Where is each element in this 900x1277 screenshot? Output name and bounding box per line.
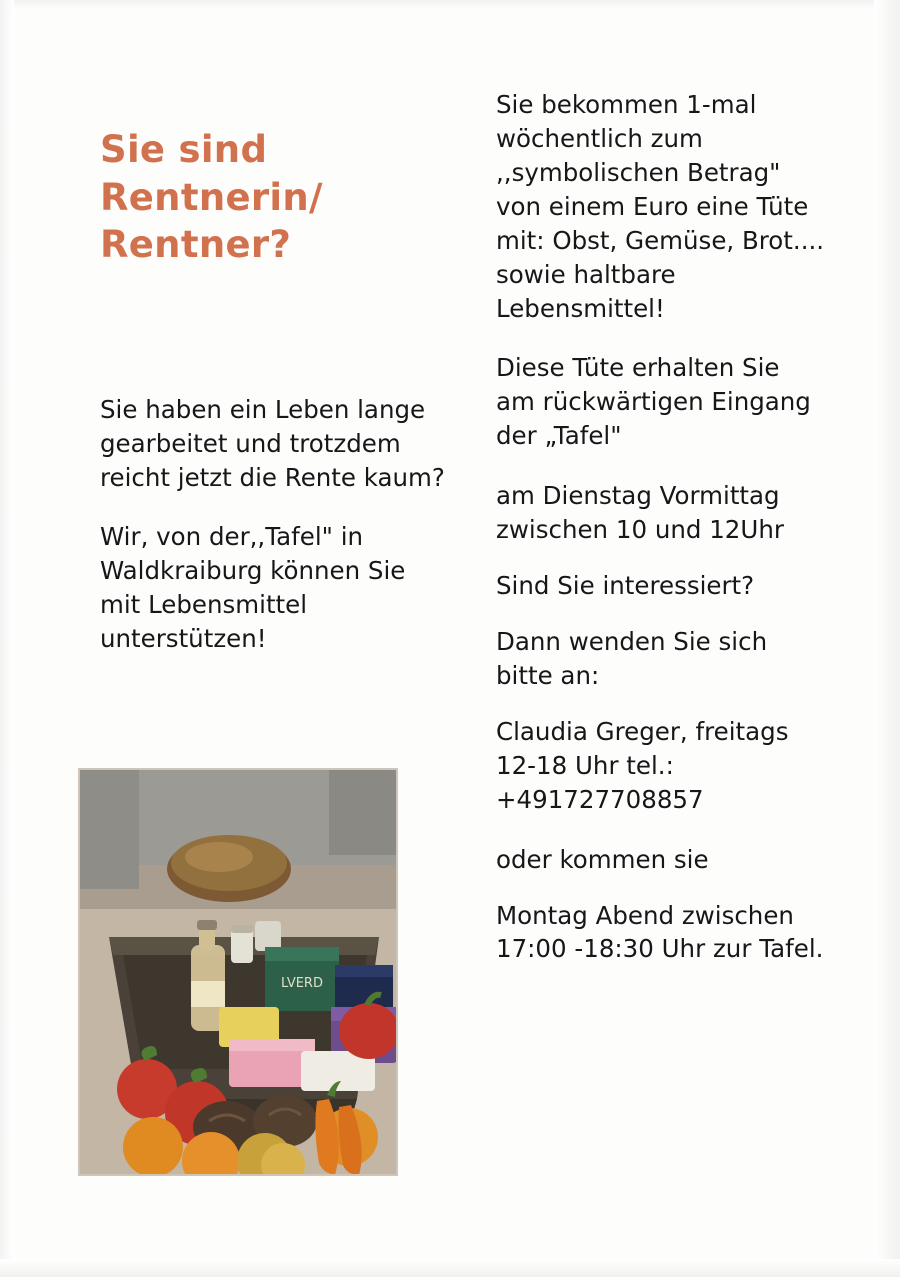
right-paragraph-1: Sie bekommen 1-mal wöchentlich zum ,,symbolischen Betrag" von einem Euro eine Tüte mit: Obst, Gemüse, Brot.... sowie haltbare Lebensmittel! xyxy=(496,90,825,323)
left-paragraph-2: Wir, von der,,Tafel" in Waldkraiburg können Sie mit Lebensmittel unterstützen! xyxy=(100,522,406,653)
right-paragraph-4: Sind Sie interessiert? xyxy=(496,571,755,601)
right-paragraph-3: am Dienstag Vormittag zwischen 10 und 12Uhr xyxy=(496,481,784,545)
left-paragraph-1: Sie haben ein Leben lange gearbeitet und trotzdem reicht jetzt die Rente kaum? xyxy=(100,395,445,492)
food-crate-photo xyxy=(78,768,398,1176)
left-body-text xyxy=(100,393,448,656)
scan-edge-right xyxy=(874,0,900,1277)
page-title xyxy=(100,126,440,269)
right-paragraph-7: oder kommen sie xyxy=(496,844,709,874)
scan-edge-left xyxy=(0,0,14,1277)
headline-line-2: Rentnerin/ xyxy=(100,175,323,219)
svg-text:LVERD: LVERD xyxy=(281,976,323,991)
scan-edge-bottom xyxy=(0,1259,900,1277)
headline-line-3: Rentner? xyxy=(100,223,292,267)
opening-hours: Montag Abend zwischen 17:00 -18:30 Uhr zur Tafel. xyxy=(496,900,824,964)
right-column xyxy=(496,88,826,966)
contact-details: Claudia Greger, freitags 12-18 Uhr tel.: +491727708857 xyxy=(496,716,789,814)
left-column xyxy=(100,126,440,269)
right-paragraph-5: Dann wenden Sie sich bitte an: xyxy=(496,626,768,690)
headline-line-1: Sie sind xyxy=(100,128,268,171)
scan-edge-top xyxy=(0,0,900,10)
right-paragraph-2: Diese Tüte erhalten Sie am rückwärtigen Eingang der „Tafel" xyxy=(496,353,811,451)
food-crate-illustration xyxy=(79,769,397,1175)
